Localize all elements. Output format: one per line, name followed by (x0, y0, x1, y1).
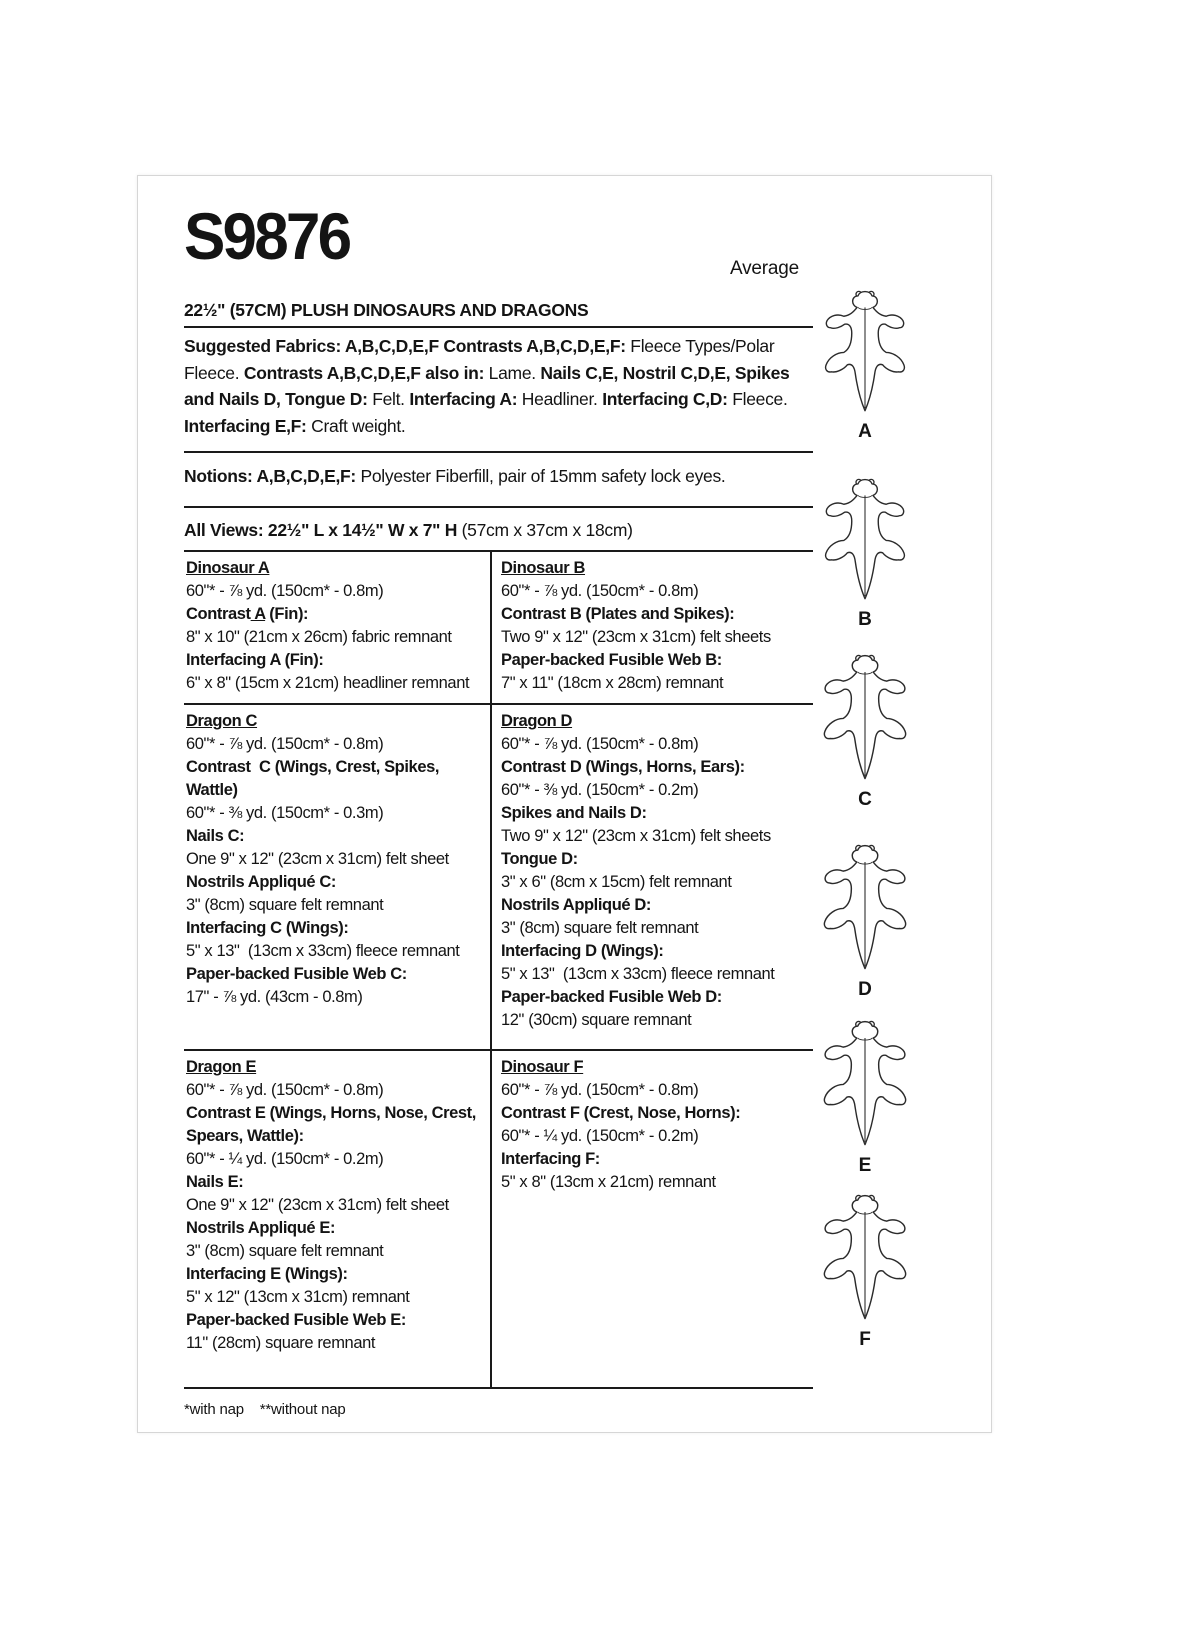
bold-text: Interfacing A (Fin): (186, 651, 324, 669)
plush-dragon-top-view-icon (816, 842, 914, 974)
plush-dinosaur-top-view-icon (816, 1192, 914, 1324)
bold-text: Notions: A,B,C,D,E,F: (184, 466, 356, 486)
view-line (186, 1217, 486, 1240)
view-line (501, 1125, 809, 1148)
text: 60"* - ⅞ yd. (150cm* - 0.8m) (186, 582, 384, 600)
bold-text: Contrast F (Crest, Nose, Horns): (501, 1104, 741, 1122)
view-cell-dragon-c (184, 705, 492, 1049)
bold-text: Paper-backed Fusible Web C: (186, 965, 407, 983)
notions-paragraph (184, 463, 813, 490)
text: Headliner. (517, 389, 603, 409)
view-line (501, 1148, 809, 1171)
main-content-column (184, 199, 813, 1418)
text: 17" - ⅞ yd. (43cm - 0.8m) (186, 988, 363, 1006)
view-cell-dragon-e (184, 1051, 492, 1387)
text: 60"* - ⅞ yd. (150cm* - 0.8m) (501, 582, 699, 600)
difficulty-label: Average (729, 258, 799, 279)
all-views-line (184, 517, 813, 544)
view-line (501, 848, 809, 871)
view-line (501, 802, 809, 825)
bold-text: Contrasts A,B,C,D,E,F also in: (243, 362, 485, 383)
text: 12" (30cm) square remnant (501, 1011, 692, 1029)
bold-text: Interfacing F: (501, 1150, 600, 1168)
view-line (501, 756, 809, 779)
view-figure-e (780, 1018, 950, 1177)
view-line (186, 871, 486, 894)
figure-label: B (858, 609, 872, 630)
view-line (186, 1263, 486, 1286)
view-line (186, 580, 486, 603)
view-line (186, 802, 486, 825)
text: 60"* - ⅜ yd. (150cm* - 0.2m) (501, 781, 699, 799)
bold-text: Paper-backed Fusible Web D: (501, 988, 722, 1006)
bold-text: Paper-backed Fusible Web B: (501, 651, 722, 669)
view-line (186, 1148, 486, 1171)
text: One 9" x 12" (23cm x 31cm) felt sheet (186, 850, 449, 868)
view-title: Dinosaur B (501, 559, 586, 577)
view-line (501, 894, 809, 917)
plush-dragon-top-view-icon (816, 652, 914, 784)
text: Fleece. (727, 389, 793, 409)
bold-text: Nails C: (186, 827, 245, 845)
pattern-envelope-back (137, 175, 992, 1433)
view-line (501, 1102, 809, 1125)
text: 60"* - ⅞ yd. (150cm* - 0.8m) (501, 1081, 699, 1099)
text: Two 9" x 12" (23cm x 31cm) felt sheets (501, 827, 771, 845)
view-line (501, 986, 809, 1009)
figure-label: F (859, 1329, 871, 1350)
nap-footnote: *with nap **without nap (184, 1401, 346, 1418)
view-line (501, 1079, 809, 1102)
view-figure-f (780, 1192, 950, 1351)
view-figure-c (780, 652, 950, 811)
view-line (186, 603, 486, 626)
view-line (186, 733, 486, 756)
text: 3" (8cm) square felt remnant (186, 896, 384, 914)
text: 5" x 13" (13cm x 33cm) fleece remnant (186, 942, 460, 960)
bold-text: Nostrils Appliqué D: (501, 896, 651, 914)
bold-text: Paper-backed Fusible Web E: (186, 1311, 406, 1329)
text: 60"* - ⅞ yd. (150cm* - 0.8m) (186, 735, 384, 753)
view-line (501, 649, 809, 672)
view-line (186, 672, 486, 695)
pattern-number: S9876 (184, 199, 350, 273)
view-line (501, 940, 809, 963)
view-line (186, 649, 486, 672)
bold-text: Interfacing D (Wings): (501, 942, 664, 960)
text: 60"* - ⅞ yd. (150cm* - 0.8m) (501, 735, 699, 753)
view-line (501, 1009, 809, 1032)
text: Polyester Fiberfill, pair of 15mm safety lock eyes. (355, 466, 726, 486)
view-title: Dragon D (501, 712, 573, 730)
bold-text: (Fin): (265, 605, 309, 623)
figure-label: C (858, 789, 872, 810)
view-title: Dragon E (186, 1058, 257, 1076)
bold-text: Suggested Fabrics: A,B,C,D,E,F Contrasts A,B,C,D,E,F: (184, 336, 626, 356)
figure-label: D (858, 979, 872, 1000)
view-line (501, 580, 809, 603)
text: Lame. (484, 362, 541, 383)
view-title: Dinosaur A (186, 559, 270, 577)
view-title: Dragon C (186, 712, 258, 730)
view-cell-dinosaur-f (492, 1051, 813, 1387)
plush-dinosaur-top-view-icon (816, 288, 914, 416)
bold-text: Spikes and Nails D: (501, 804, 647, 822)
view-line (501, 917, 809, 940)
text: One 9" x 12" (23cm x 31cm) felt sheet (186, 1196, 449, 1214)
table-row (184, 703, 813, 1049)
text: Felt. (367, 389, 410, 409)
bold-text: Interfacing C,D: (602, 389, 728, 409)
text: 60"* - ¼ yd. (150cm* - 0.2m) (186, 1150, 384, 1168)
view-cell-dragon-d (492, 705, 813, 1049)
text: 7" x 11" (18cm x 28cm) remnant (501, 674, 724, 692)
text: 3" (8cm) square felt remnant (186, 1242, 384, 1260)
yardage-table (184, 550, 813, 1389)
view-line (501, 733, 809, 756)
bold-text: Contrast E (Wings, Horns, Nose, Crest, Spears, Wattle): (186, 1104, 481, 1145)
pattern-title: 22½" (57CM) PLUSH DINOSAURS AND DRAGONS (184, 300, 589, 320)
bold-text: Interfacing C (Wings): (186, 919, 349, 937)
view-line (186, 963, 486, 986)
view-line (501, 603, 809, 626)
table-row (184, 552, 813, 703)
view-line (186, 940, 486, 963)
view-line (186, 1102, 486, 1148)
text: 3" x 6" (8cm x 15cm) felt remnant (501, 873, 732, 891)
view-line (186, 917, 486, 940)
view-line (186, 894, 486, 917)
text: Fleece Types/Polar Fleece. (184, 336, 779, 383)
bold-text: Interfacing E (Wings): (186, 1265, 348, 1283)
text: Craft weight. (306, 415, 406, 436)
view-line (186, 848, 486, 871)
bold-text: Interfacing A: (409, 389, 518, 409)
view-line (501, 1171, 809, 1194)
divider (184, 451, 813, 453)
view-line (501, 626, 809, 649)
divider (184, 326, 813, 328)
text: 3" (8cm) square felt remnant (501, 919, 699, 937)
bold-text: Contrast C (Wings, Crest, Spikes, Wattle) (186, 758, 444, 799)
bold-text: Nostrils Appliqué E: (186, 1219, 336, 1237)
bold-text: Contrast D (Wings, Horns, Ears): (501, 758, 745, 776)
view-line (501, 672, 809, 695)
text: 5" x 12" (13cm x 31cm) remnant (186, 1288, 410, 1306)
bold-text: Interfacing E,F: (184, 415, 307, 436)
table-row (184, 1049, 813, 1387)
view-line (186, 1309, 486, 1332)
bold-text: Contrast B (Plates and Spikes): (501, 605, 735, 623)
text: 60"* - ¼ yd. (150cm* - 0.2m) (501, 1127, 699, 1145)
view-line (186, 1171, 486, 1194)
view-line (186, 626, 486, 649)
text: 5" x 13" (13cm x 33cm) fleece remnant (501, 965, 775, 983)
suggested-fabrics-paragraph (184, 333, 813, 439)
view-line (186, 1286, 486, 1309)
bold-text: Nails E: (186, 1173, 244, 1191)
text: 6" x 8" (15cm x 21cm) headliner remnant (186, 674, 470, 692)
view-line (501, 779, 809, 802)
text: Two 9" x 12" (23cm x 31cm) felt sheets (501, 628, 771, 646)
header-row (184, 199, 813, 290)
view-line (186, 986, 486, 1009)
figure-label: E (858, 1155, 872, 1176)
view-line (186, 1079, 486, 1102)
text: 60"* - ⅜ yd. (150cm* - 0.3m) (186, 804, 384, 822)
view-cell-dinosaur-b (492, 552, 813, 703)
view-figure-d (780, 842, 950, 1001)
view-line (186, 825, 486, 848)
bold-text: All Views: 22½" L x 14½" W x 7" H (184, 519, 458, 540)
plush-dragon-top-view-icon (816, 1018, 914, 1150)
bold-text: A (250, 605, 266, 623)
view-figure-a (780, 288, 950, 443)
view-line (501, 963, 809, 986)
text: 11" (28cm) square remnant (186, 1334, 376, 1352)
bold-text: Contrast (186, 605, 251, 623)
view-line (186, 756, 486, 802)
view-line (186, 1332, 486, 1355)
view-line (186, 1240, 486, 1263)
view-line (186, 1194, 486, 1217)
text: 8" x 10" (21cm x 26cm) fabric remnant (186, 628, 452, 646)
view-figure-b (780, 476, 950, 631)
figure-label: A (858, 421, 872, 442)
bold-text: Tongue D: (501, 850, 578, 868)
bold-text: Nails C,E, Nostril C,D,E, Spikes and Nails D, Tongue D: (184, 362, 795, 409)
view-cell-dinosaur-a (184, 552, 492, 703)
text: 5" x 8" (13cm x 21cm) remnant (501, 1173, 716, 1191)
text: 60"* - ⅞ yd. (150cm* - 0.8m) (186, 1081, 384, 1099)
view-line (501, 871, 809, 894)
view-title: Dinosaur F (501, 1058, 584, 1076)
view-line (501, 825, 809, 848)
bold-text: Nostrils Appliqué C: (186, 873, 336, 891)
divider (184, 506, 813, 508)
plush-dinosaur-top-view-icon (816, 476, 914, 604)
text: (57cm x 37cm x 18cm) (457, 519, 633, 540)
